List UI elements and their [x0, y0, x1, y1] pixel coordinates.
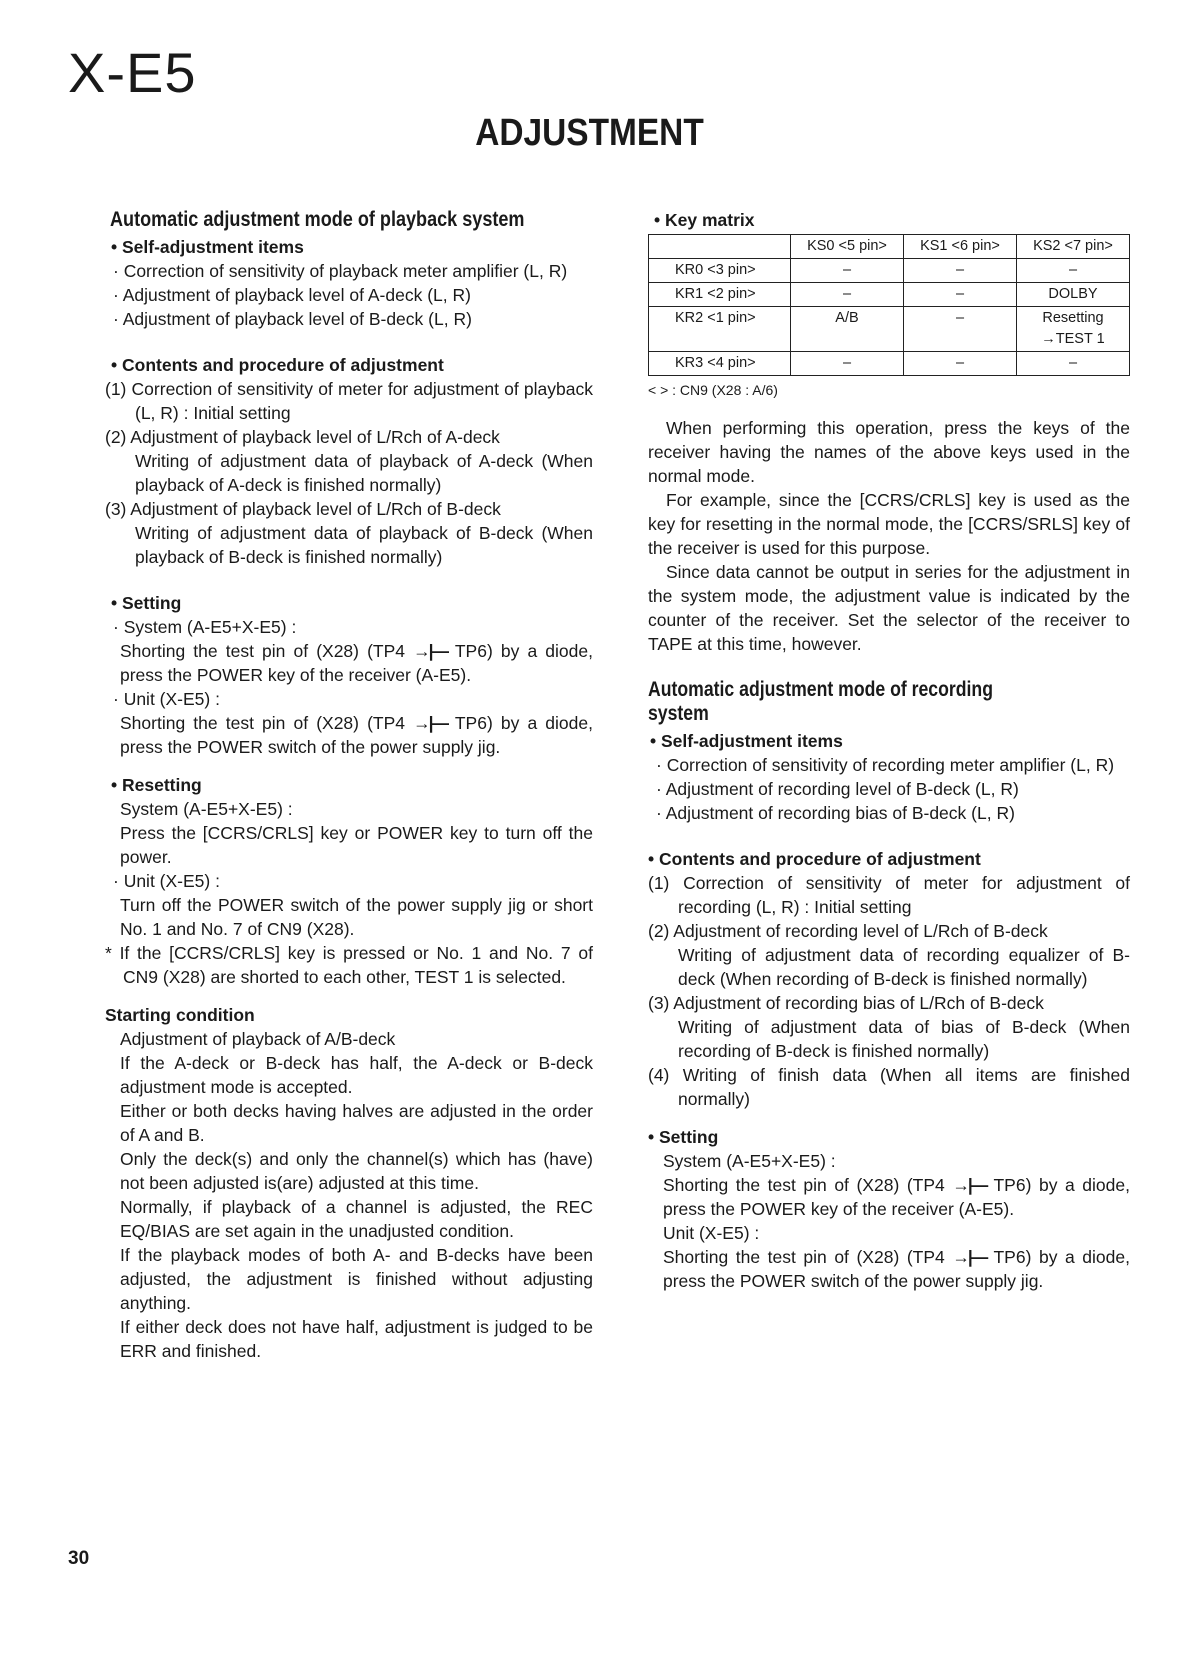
diode-icon: →|—	[413, 713, 448, 733]
contents-title: • Contents and procedure of adjustment	[111, 355, 444, 375]
setting-system-text: Shorting the test pin of (X28) (TP4 →|— TP6) by a diode, press the POWER key of the receiver (A-E5).	[120, 641, 593, 685]
list-item: (3) Adjustment of playback level of L/Rch of B-deck	[105, 499, 501, 519]
page-title: ADJUSTMENT	[475, 112, 704, 154]
contents-title: • Contents and procedure of adjustment	[648, 849, 981, 869]
setting-unit-label: Unit (X-E5) :	[663, 1223, 760, 1243]
table-row	[649, 307, 1130, 352]
table-cell: –	[1016, 259, 1129, 283]
diode-icon: →|—	[952, 1247, 987, 1267]
setting-title: • Setting	[111, 593, 182, 613]
list-item-detail: Writing of adjustment data of playback of B-deck (When playback of B-deck is finished normally)	[135, 523, 593, 567]
table-cell: –	[903, 352, 1016, 376]
list-item: · Correction of sensitivity of playback meter amplifier (L, R)	[113, 261, 568, 281]
list-item: (2) Adjustment of recording level of L/Rch of B-deck	[648, 921, 1048, 941]
list-item-detail: Writing of adjustment data of playback of A-deck (When playback of A-deck is finished normally)	[135, 451, 593, 495]
start-line: Only the deck(s) and only the channel(s) which has (have) not been adjusted is(are) adjusted at this time.	[120, 1149, 593, 1193]
diode-icon: →|—	[413, 641, 448, 661]
paragraph: For example, since the [CCRS/CRLS] key is used as the key for resetting in the normal mode, the [CCRS/SRLS] key of the receiver is used for this purpose.	[648, 490, 1130, 558]
resetting-title: • Resetting	[111, 775, 202, 795]
recording-section-title: Automatic adjustment mode of recording system	[648, 678, 993, 725]
start-line: Adjustment of playback of A/B-deck	[120, 1029, 396, 1049]
list-item: · Adjustment of recording level of B-deck (L, R)	[656, 779, 1019, 799]
list-item: (3) Adjustment of recording bias of L/Rch of B-deck	[648, 993, 1044, 1013]
reset-system-text: Press the [CCRS/CRLS] key or POWER key to turn off the power.	[120, 823, 593, 867]
key-matrix-title: • Key matrix	[654, 210, 755, 230]
table-row	[649, 259, 1130, 283]
table-cell: KS1 <6 pin>	[903, 235, 1016, 259]
reset-note: * If the [CCRS/CRLS] key is pressed or No. 1 and No. 7 of CN9 (X28) are shorted to each other, TEST 1 is selected.	[105, 943, 593, 987]
table-cell: –	[903, 283, 1016, 307]
starting-condition-title: Starting condition	[105, 1005, 255, 1025]
setting-system-label: System (A-E5+X-E5) :	[663, 1151, 836, 1171]
table-cell: KS2 <7 pin>	[1016, 235, 1129, 259]
table-row	[649, 352, 1130, 376]
table-cell: –	[903, 259, 1016, 283]
self-adjustment-title: • Self-adjustment items	[650, 731, 843, 751]
list-item-detail: Writing of adjustment data of recording equalizer of B-deck (When recording of B-deck is finished normally)	[678, 945, 1130, 989]
diode-icon: →|—	[952, 1175, 987, 1195]
table-cell: KR0 <3 pin>	[649, 259, 791, 283]
table-cell: –	[903, 307, 1016, 352]
setting-title: • Setting	[648, 1127, 719, 1147]
table-cell: A/B	[791, 307, 904, 352]
list-item: · Adjustment of recording bias of B-deck (L, R)	[656, 803, 1015, 823]
list-item: · Adjustment of playback level of A-deck (L, R)	[113, 285, 471, 305]
page-number: 30	[68, 1548, 90, 1569]
table-row	[649, 283, 1130, 307]
self-adjustment-title: • Self-adjustment items	[111, 237, 304, 257]
table-cell: KR3 <4 pin>	[649, 352, 791, 376]
setting-unit-label: · Unit (X-E5) :	[113, 689, 220, 709]
reset-unit-text: Turn off the POWER switch of the power supply jig or short No. 1 and No. 7 of CN9 (X28).	[120, 895, 593, 939]
start-line: If the A-deck or B-deck has half, the A-deck or B-deck adjustment mode is accepted.	[120, 1053, 593, 1097]
setting-unit-text: Shorting the test pin of (X28) (TP4 →|— TP6) by a diode, press the POWER switch of the power supply jig.	[663, 1247, 1130, 1291]
list-item: (2) Adjustment of playback level of L/Rch of A-deck	[105, 427, 500, 447]
start-line: If the playback modes of both A- and B-decks have been adjusted, the adjustment is finished without adjusting anything.	[120, 1245, 593, 1313]
paragraph: Since data cannot be output in series for the adjustment in the system mode, the adjustment value is indicated by the counter of the receiver. Set the selector of the receiver to TAPE at this time, however.	[648, 562, 1130, 654]
model-name: X-E5	[68, 41, 197, 104]
start-line: Normally, if playback of a channel is adjusted, the REC EQ/BIAS are set again in the unadjusted condition.	[120, 1197, 593, 1241]
table-cell: –	[791, 259, 904, 283]
setting-system-label: · System (A-E5+X-E5) :	[113, 617, 297, 637]
table-cell: KR1 <2 pin>	[649, 283, 791, 307]
table-cell: –	[791, 283, 904, 307]
paragraph: When performing this operation, press the keys of the receiver having the names of the above keys used in the normal mode.	[648, 418, 1130, 486]
table-cell: KS0 <5 pin>	[791, 235, 904, 259]
list-item: · Correction of sensitivity of recording meter amplifier (L, R)	[656, 755, 1115, 775]
start-line: If either deck does not have half, adjustment is judged to be ERR and finished.	[120, 1317, 593, 1361]
list-item-detail: Writing of adjustment data of bias of B-deck (When recording of B-deck is finished normally)	[678, 1017, 1130, 1061]
table-cell: –	[791, 352, 904, 376]
table-cell: Resetting →TEST 1	[1016, 307, 1129, 352]
table-cell: KR2 <1 pin>	[649, 307, 791, 352]
list-item: (1) Correction of sensitivity of meter for adjustment of recording (L, R) : Initial setting	[648, 873, 1130, 917]
table-cell: –	[1016, 352, 1129, 376]
list-item: · Adjustment of playback level of B-deck (L, R)	[113, 309, 472, 329]
table-cell: DOLBY	[1016, 283, 1129, 307]
reset-unit-label: · Unit (X-E5) :	[113, 871, 220, 891]
table-row	[649, 235, 1130, 259]
left-column	[105, 208, 593, 1363]
setting-system-text: Shorting the test pin of (X28) (TP4 →|— TP6) by a diode, press the POWER key of the receiver (A-E5).	[663, 1175, 1130, 1219]
reset-system-label: System (A-E5+X-E5) :	[120, 799, 293, 819]
right-column	[648, 208, 1130, 1293]
list-item: (4) Writing of finish data (When all items are finished normally)	[648, 1065, 1130, 1109]
setting-unit-text: Shorting the test pin of (X28) (TP4 →|— TP6) by a diode, press the POWER switch of the power supply jig.	[120, 713, 593, 757]
start-line: Either or both decks having halves are adjusted in the order of A and B.	[120, 1101, 593, 1145]
table-cell	[649, 235, 791, 259]
key-matrix-note: < > : CN9 (X28 : A/6)	[648, 382, 778, 398]
list-item: (1) Correction of sensitivity of meter for adjustment of playback (L, R) : Initial setting	[105, 379, 593, 423]
key-matrix-table	[648, 234, 1130, 376]
playback-section-title: Automatic adjustment mode of playback system	[110, 208, 525, 231]
